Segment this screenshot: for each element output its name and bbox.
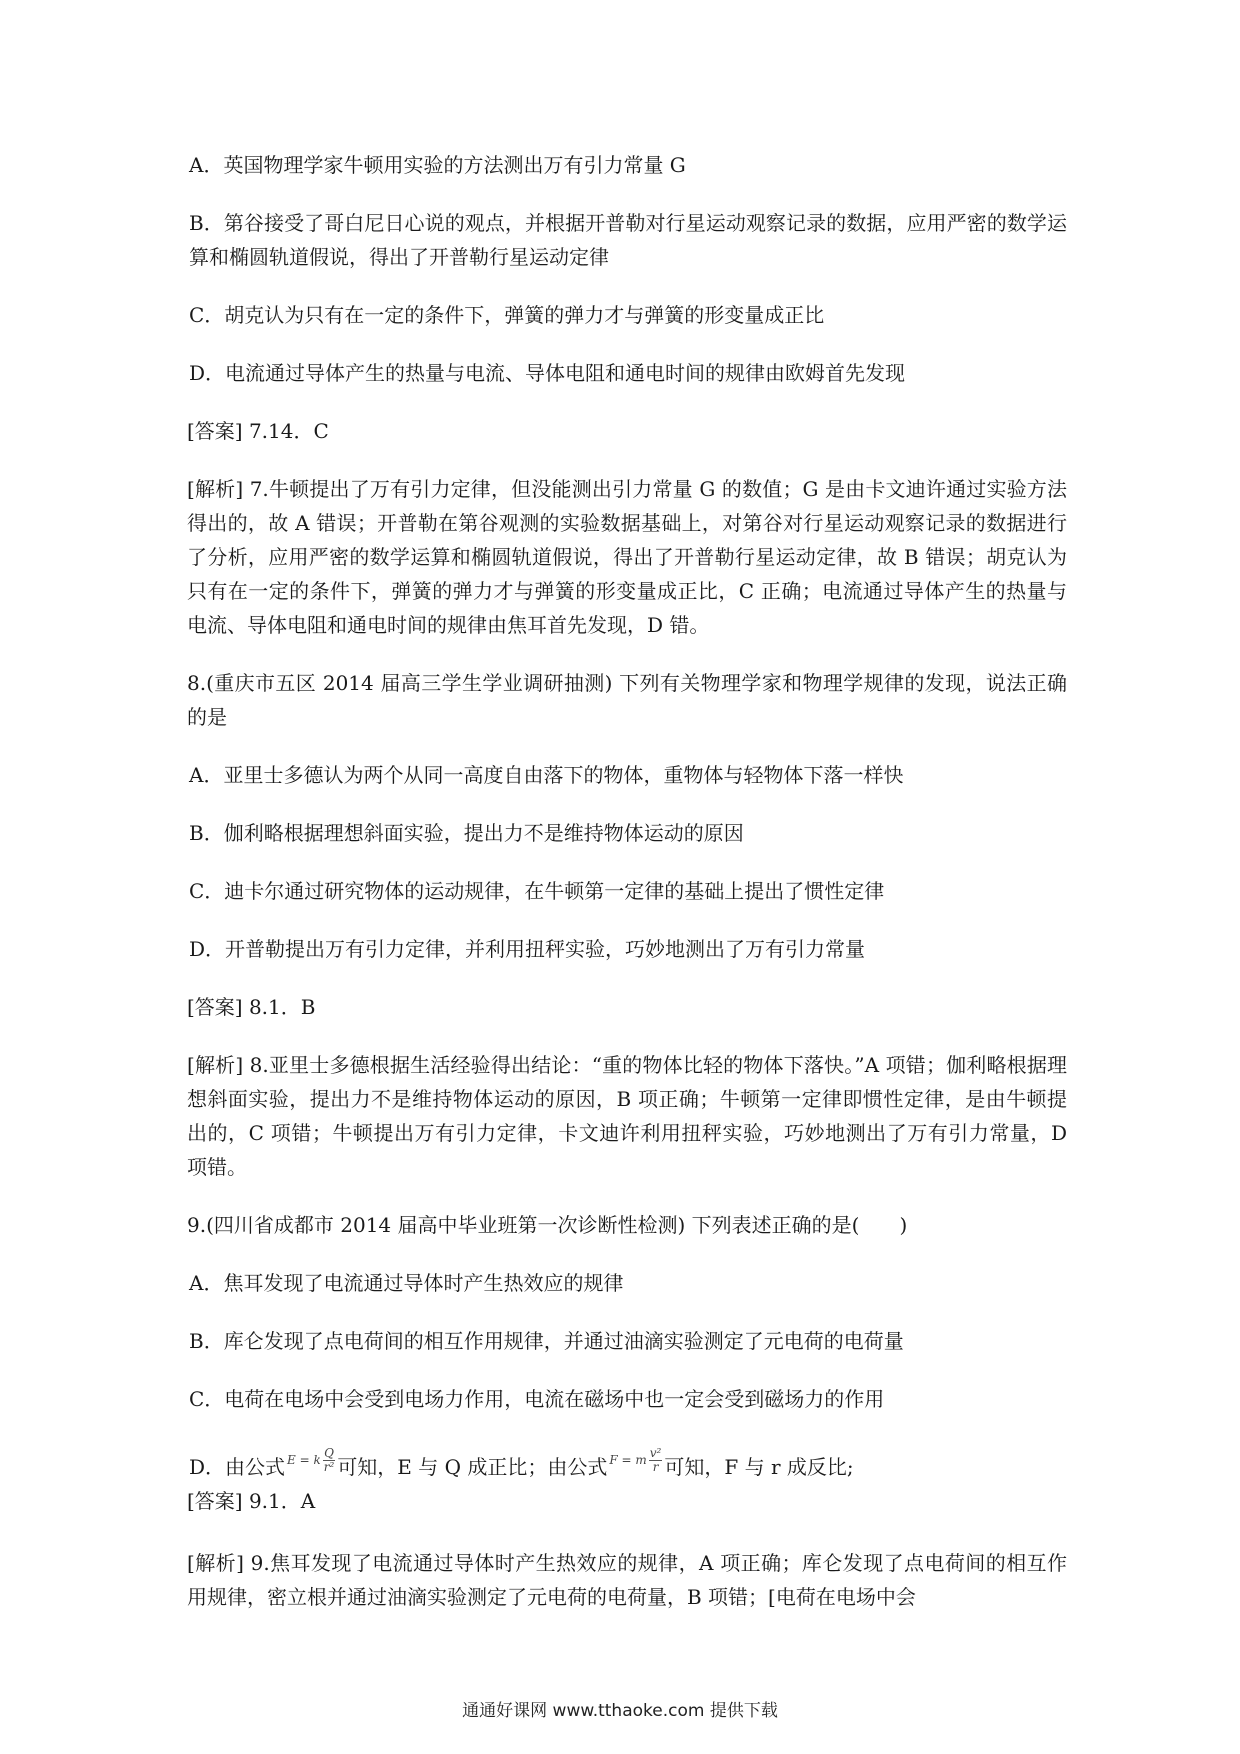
q9-stem: 9.(四川省成都市 2014 届高中毕业班第一次诊断性检测) 下列表述正确的是( ): [187, 1213, 908, 1237]
q8-answer: [答案] 8.1．B: [187, 995, 316, 1019]
q7-option-a: A．英国物理学家牛顿用实验的方法测出万有引力常量 G: [189, 153, 686, 177]
q8-option-d: D．开普勒提出万有引力定律，并利用扭秤实验，巧妙地测出了万有引力常量: [189, 937, 866, 961]
q9-option-d: [187, 1446, 1067, 1484]
q8-option-b: B．伽利略根据理想斜面实验，提出力不是维持物体运动的原因: [189, 821, 744, 845]
formula-centripetal-fraction: [649, 1447, 663, 1474]
formula-coulomb-fraction: [323, 1447, 336, 1474]
formula-centripetal-force: [609, 1447, 662, 1474]
q8-option-a: A．亚里士多德认为两个从同一高度自由落下的物体，重物体与轻物体下落一样快: [189, 763, 904, 787]
q7-option-d: D．电流通过导体产生的热量与电流、导体电阻和通电时间的规律由欧姆首先发现: [189, 361, 906, 385]
q9-analysis: [解析] 9.焦耳发现了电流通过导体时产生热效应的规律，A 项正确；库仑发现了点电荷间的相互作用规律，密立根并通过油滴实验测定了元电荷的电荷量，B 项错；[电荷在电场中会: [187, 1551, 1067, 1609]
q7-option-b: B．第谷接受了哥白尼日心说的观点，并根据开普勒对行星运动观察记录的数据，应用严密的数学运算和椭圆轨道假说，得出了开普勒行星运动定律: [189, 211, 1067, 269]
formula-coulomb-lhs: E = k: [287, 1453, 321, 1467]
document-body: [187, 148, 1067, 1638]
q7-analysis: [解析] 7.牛顿提出了万有引力定律，但没能测出引力常量 G 的数值；G 是由卡文迪许通过实验方法得出的，故 A 错误；开普勒在第谷观测的实验数据基础上，对第谷对行星运动观察记录的数据进行了分析，应用严密的数学运算和椭圆轨道假说，得出了开普勒行星运动定律，故 B 错误；胡克认为只有在一定的条件下，弹簧的弹力才与弹簧的形变量成正比，C 正确；电流通过导体产生的热量与电流、导体电阻和通电时间的规律由焦耳首先发现，D 错。: [187, 477, 1067, 637]
q8-option-c: C．迪卡尔通过研究物体的运动规律，在牛顿第一定律的基础上提出了惯性定律: [189, 879, 885, 903]
formula-coulomb-field: [287, 1447, 335, 1474]
q8-analysis: [解析] 8.亚里士多德根据生活经验得出结论：“重的物体比轻的物体下落快。”A 项错；伽利略根据理想斜面实验，提出力不是维持物体运动的原因，B 项正确；牛顿第一定律即惯性定律，是由牛顿提出的，C 项错；牛顿提出万有引力定律，卡文迪许利用扭秤实验，巧妙地测出了万有引力常量，D 项错。: [187, 1053, 1067, 1179]
q9-option-c: C．电荷在电场中会受到电场力作用，电流在磁场中也一定会受到磁场力的作用: [189, 1387, 885, 1411]
formula-coulomb-numerator: Q: [324, 1446, 334, 1460]
q9-option-d-text-3: 可知，F 与 r 成反比;: [664, 1455, 854, 1479]
q9-option-d-text-2: 可知，E 与 Q 成正比；由公式: [337, 1455, 608, 1479]
q7-option-c: C．胡克认为只有在一定的条件下，弹簧的弹力才与弹簧的形变量成正比: [189, 303, 825, 327]
q9-option-a: A．焦耳发现了电流通过导体时产生热效应的规律: [189, 1271, 624, 1295]
q9-answer: [答案] 9.1．A: [187, 1489, 316, 1513]
formula-centripetal-denominator: r: [652, 1460, 659, 1474]
formula-centripetal-numerator: v²: [649, 1446, 662, 1460]
q9-option-d-text-1: D．由公式: [189, 1455, 286, 1479]
q8-stem: 8.(重庆市五区 2014 届高三学生学业调研抽测) 下列有关物理学家和物理学规律的发现，说法正确的是: [187, 671, 1067, 729]
formula-coulomb-denominator: r²: [323, 1460, 335, 1474]
page-footer: 通通好课网 www.tthaoke.com 提供下载: [462, 1701, 778, 1721]
formula-centripetal-lhs: F = m: [609, 1453, 647, 1467]
q7-answer: [答案] 7.14．C: [187, 419, 329, 443]
q9-option-b: B．库仑发现了点电荷间的相互作用规律，并通过油滴实验测定了元电荷的电荷量: [189, 1329, 904, 1353]
